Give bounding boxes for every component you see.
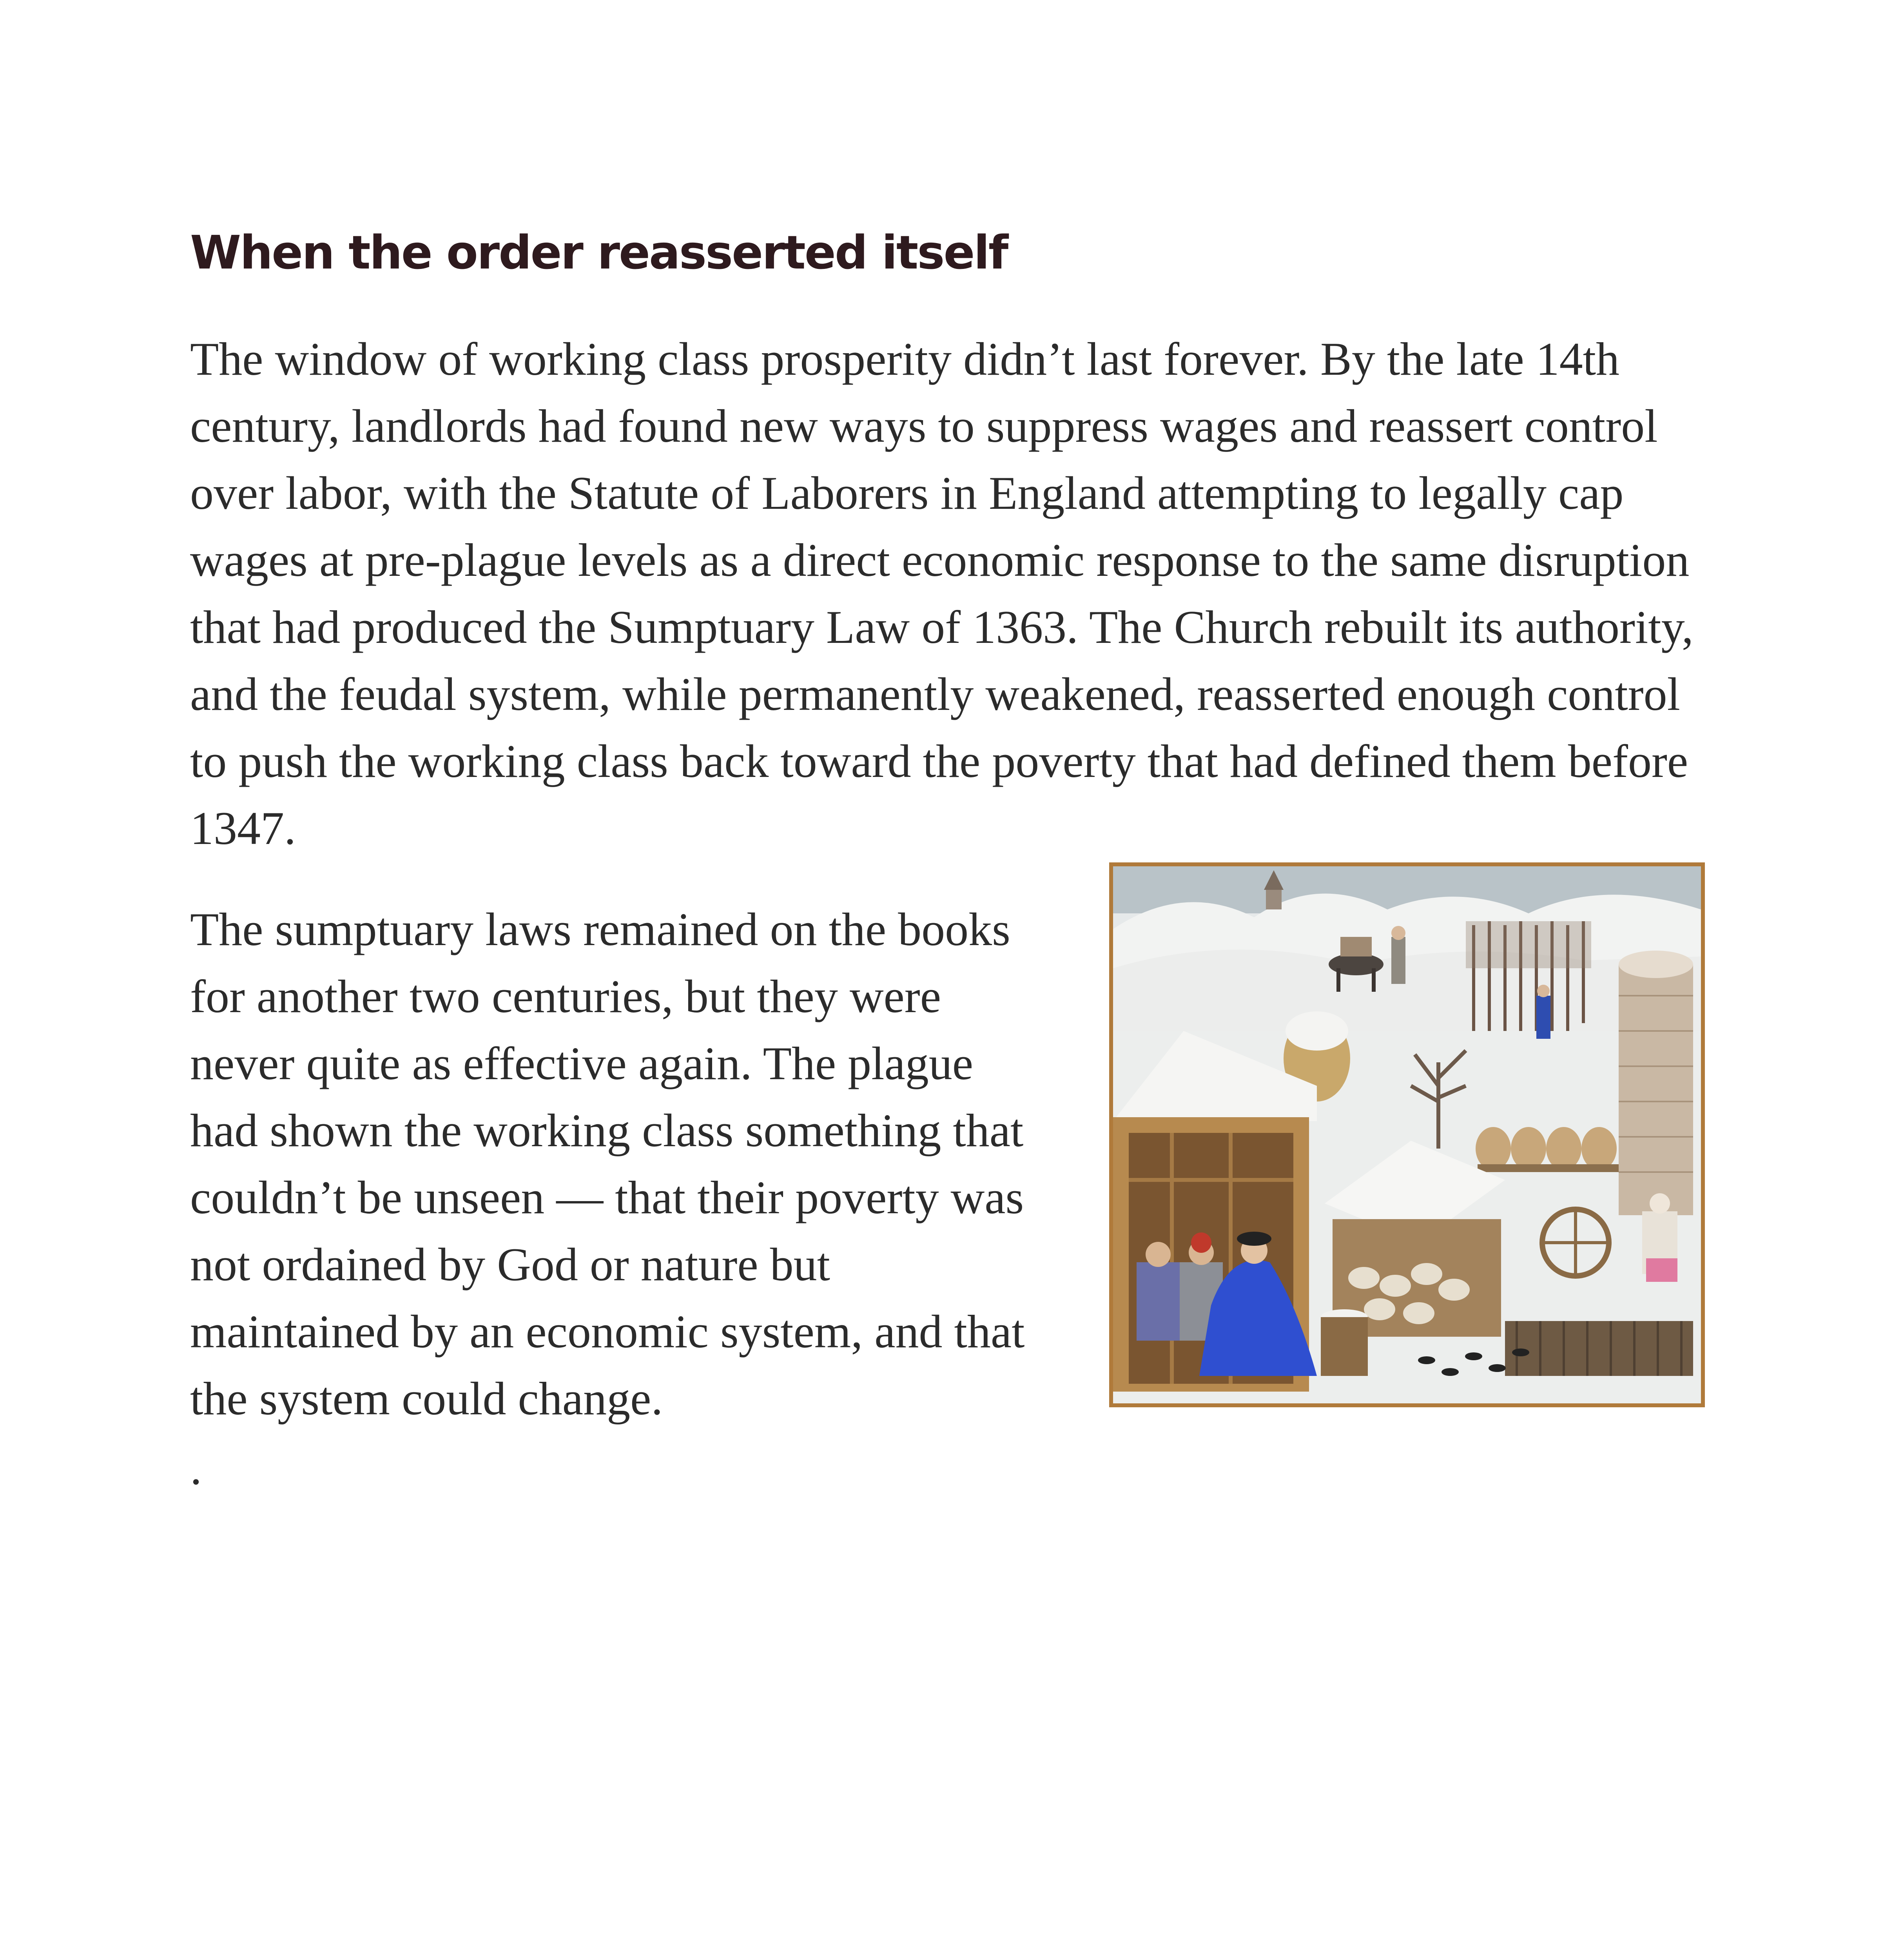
winter-village-painting	[1113, 866, 1701, 1403]
trailing-mark: .	[190, 1442, 202, 1494]
medieval-winter-illumination	[1109, 862, 1705, 1407]
paragraph-statute: The window of working class prosperity didn’t last forever. By the late 14th century, landlords had found new ways to suppress wages and reassert control over labor, with the Statute of Laborers in England attempting to legally cap wages at pre-plague levels as a direct economic response to the same disruption that had produced the Sumptuary Law of 1363. The Church rebuilt its authority, and the feudal system, while permanently weakened, reasserted enough control to push the working class back toward the poverty that had defined them before 1347.	[190, 333, 1694, 854]
section-heading: When the order reasserted itself	[190, 225, 1008, 279]
paragraph-sumptuary-laws: The sumptuary laws remained on the books for another two centuries, but they were never quite as effective again. The plague had shown the working class something that couldn’t be unseen — that their poverty was not ordained by God or nature but maintained by an economic system, and that the system could change.	[190, 903, 1025, 1425]
